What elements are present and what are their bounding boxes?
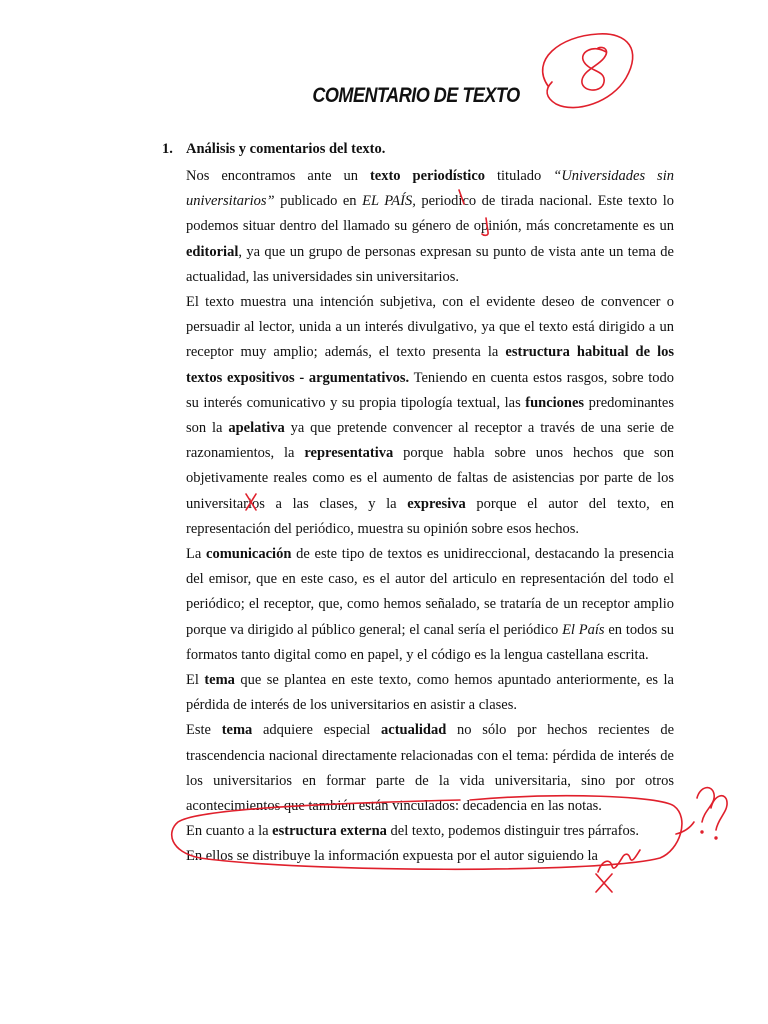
- paragraph-4: [186, 668, 674, 718]
- bold-term: tema: [221, 722, 253, 739]
- text-run: del texto, podemos distinguir tres párrafos.: [386, 823, 640, 840]
- section-title: Análisis y comentarios del texto.: [186, 141, 386, 157]
- bold-term: funciones: [525, 394, 585, 411]
- text-run: titulado: [485, 168, 554, 184]
- strikethrough-mark: [596, 874, 612, 892]
- text-run: periodico de tirada nacional. Este texto lo podemos situar dentro del llamado su género de opinión, más concretamente es un: [186, 193, 674, 235]
- text-run: Este: [186, 722, 222, 739]
- text-run: en todos su formatos tanto digital como en papel, y el código es la lengua castellana escrita.: [186, 621, 674, 663]
- bold-term: representativa: [304, 445, 394, 462]
- text-run: Nos encontramos ante un: [186, 168, 370, 184]
- section-heading: [162, 141, 385, 158]
- question-mark: [711, 796, 727, 830]
- question-mark-dot: [715, 837, 717, 839]
- annotation-connector: [676, 822, 694, 834]
- paragraph-5: [186, 718, 674, 819]
- text-run: La: [186, 546, 207, 563]
- text-run: porque habla sobre unos hechos que son objetivamente reales como es el aumento de faltas de asistencias por parte de los universitarios a las clases, y la: [186, 445, 675, 512]
- paragraph-3: [186, 542, 674, 668]
- paragraph-6: [186, 819, 674, 844]
- paragraph-1: [186, 164, 674, 290]
- text-run: , ya que un grupo de personas expresan su punto de vista ante un tema de actualidad, las universidades sin universitarios.: [186, 243, 674, 285]
- italic-title: “Universidades sin universitarios”: [186, 168, 674, 210]
- paragraph-7: [186, 844, 674, 869]
- bold-term: apelativa: [228, 420, 285, 437]
- text-run: En ellos se distribuye la información expuesta por el autor siguiendo la: [186, 848, 598, 865]
- text-run: ya que pretende convencer al receptor a través de una serie de razonamientos, la: [186, 420, 674, 462]
- paragraph-2: [186, 290, 674, 542]
- text-run: Teniendo en cuenta estos rasgos, sobre todo su interés comunicativo y su propia tipología textual, las: [186, 369, 674, 411]
- question-mark-dot: [701, 831, 703, 833]
- italic-newspaper: El País: [562, 621, 605, 638]
- text-run: de este tipo de textos es unidireccional, destacando la presencia del emisor, que en este caso, es el autor del articulo en representación del todo el periódico; el receptor, que, como hemos señalado, se trataría de un receptor amplio porque va dirigido al público general; el canal sería el periódico: [186, 546, 674, 638]
- text-run: publicado en: [274, 193, 363, 210]
- text-run: El: [186, 672, 205, 689]
- italic-newspaper: EL PAÍS,: [362, 193, 416, 210]
- document-body: [186, 164, 674, 870]
- text-run: El texto muestra una intención subjetiva, con el evidente deseo de convencer o persuadir al lector, unida a un interés divulgativo, ya que el texto está dirigido a un receptor muy amplio; además, el texto presenta la: [186, 294, 674, 361]
- bold-term: comunicación: [206, 546, 292, 563]
- bold-term: actualidad: [381, 722, 447, 739]
- text-run: predominantes son la: [186, 394, 674, 437]
- text-run: adquiere especial: [252, 722, 382, 739]
- bold-term: editorial: [186, 243, 239, 260]
- text-run: En cuanto a la: [186, 823, 273, 840]
- text-run: que se plantea en este texto, como hemos apuntado anteriormente, es la pérdida de interés de los universitarios en asistir a clases.: [186, 672, 674, 714]
- question-mark: [697, 788, 714, 822]
- section-number: 1.: [162, 141, 173, 157]
- text-run: no sólo por hechos recientes de trascendencia nacional directamente relacionadas con el tema: pérdida de interés de los universitarios en formar parte de la vida universitaria, sino por otros acontecimientos que también están vinculados: decadencia en las notas.: [186, 722, 675, 815]
- text-run: porque el autor del texto, en representación del periódico, muestra su opinión sobre esos hechos.: [186, 495, 675, 537]
- bold-term: expresiva: [407, 495, 466, 512]
- document-title: COMENTARIO DE TEXTO: [312, 84, 520, 107]
- bold-term: estructura habitual de los textos expositivos - argumentativos.: [186, 344, 675, 386]
- bold-term: tema: [204, 672, 235, 689]
- bold-term: estructura externa: [272, 823, 387, 840]
- bold-term: texto periodístico: [369, 168, 486, 184]
